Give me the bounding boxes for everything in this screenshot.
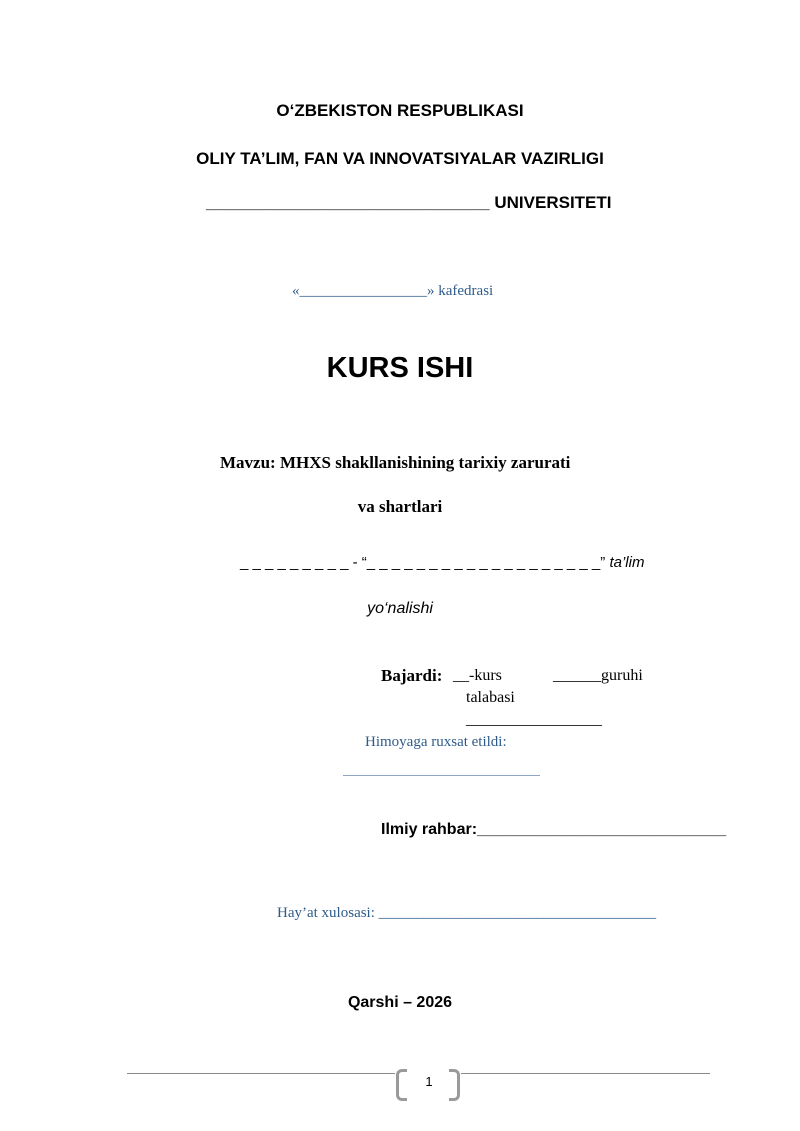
department-label: » kafedrasi xyxy=(427,283,494,299)
commission-line xyxy=(277,905,656,922)
defense-signature-line xyxy=(343,775,540,776)
commission-label: Hay’at xulosasi: xyxy=(277,905,375,921)
direction-line-1 xyxy=(240,554,644,571)
commission-blank: _____________________________________ xyxy=(378,905,657,921)
university-label: UNIVERSITETI xyxy=(494,193,612,212)
supervisor-label: Ilmiy rahbar: xyxy=(381,821,478,838)
university-name-blank: ______________________________ xyxy=(206,193,490,212)
student-group: ______guruhi xyxy=(553,667,643,684)
direction-blank: _ _ _ _ _ _ _ _ _ - “_ _ _ _ _ _ _ _ _ _ _ _ _ _ _ _ _ _ _” xyxy=(240,554,606,571)
ministry-heading: OLIY TA’LIM, FAN VA INNOVATSIYALAR VAZIRLIGI xyxy=(196,149,604,168)
student-course: __-kurs xyxy=(453,667,502,684)
university-line xyxy=(206,193,612,213)
student-name-blank: _________________ xyxy=(466,711,602,728)
topic-line-1: Mavzu: MHXS shakllanishining tarixiy zarurati xyxy=(220,453,571,472)
page-number-left-bracket xyxy=(396,1069,407,1101)
document-title: KURS ISHI xyxy=(326,352,474,384)
city-year: Qarshi – 2026 xyxy=(347,994,453,1011)
footer-rule-left xyxy=(127,1073,395,1074)
page-number-right-bracket xyxy=(449,1069,460,1101)
defense-approval-label: Himoyaga ruxsat etildi: xyxy=(365,734,507,750)
supervisor-blank: ____________________________ xyxy=(477,821,727,838)
page-number: 1 xyxy=(425,1074,433,1089)
student-label-text: Bajardi: xyxy=(381,666,443,685)
department-line xyxy=(292,283,493,300)
republic-heading: O‘ZBEKISTON RESPUBLIKASI xyxy=(276,101,524,120)
department-open-quote: « xyxy=(292,283,300,299)
student-label xyxy=(381,666,442,686)
department-blank: _________________ xyxy=(299,283,427,299)
topic-line-2: va shartlari xyxy=(357,497,443,516)
direction-line-2: yo‘nalishi xyxy=(367,600,433,617)
student-talabasi: talabasi xyxy=(466,689,515,706)
supervisor-line xyxy=(381,821,726,839)
direction-suffix: ta’lim xyxy=(609,554,645,571)
footer-rule-right xyxy=(461,1073,710,1074)
